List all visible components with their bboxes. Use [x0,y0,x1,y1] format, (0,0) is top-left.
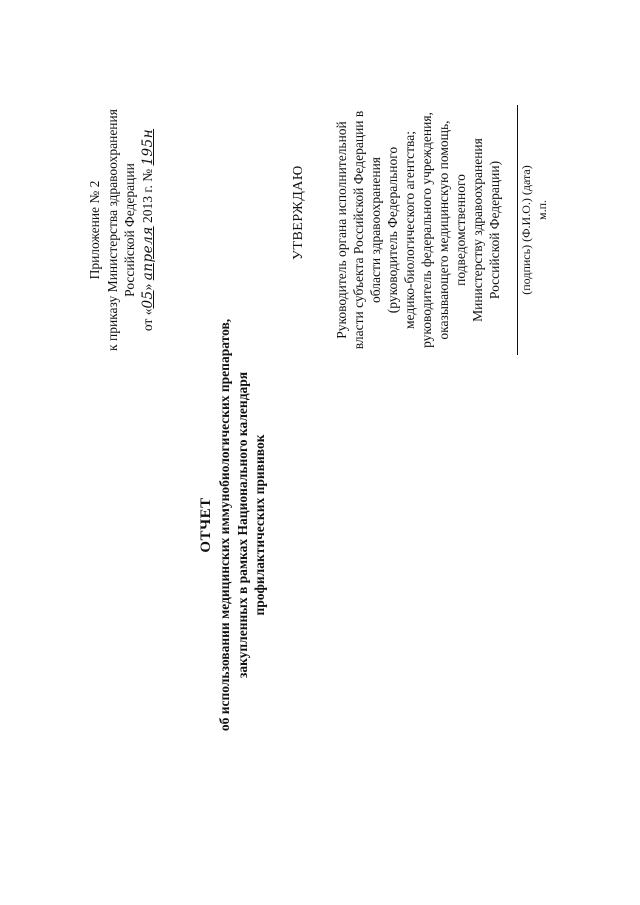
appendix-order-ref: к приказу Министерства здравоохранения [104,109,120,351]
report-title-block [196,245,269,805]
approval-line: (руководитель Федерального [385,146,400,314]
date-year: 2013 г. № [139,168,155,223]
date-prefix: от « [139,308,155,332]
report-subtitle-line-1: об использовании медицинских иммунобиологических препаратов, [217,318,232,732]
stamp-label: м.п. [535,200,549,221]
approval-line: оказывающего медицинскую помощь, [436,120,451,340]
report-subtitle-line-2: закупленных в рамках Национального календаря [234,371,250,679]
approval-line: Российской Федерации) [487,160,502,300]
date-month: апреля [139,226,156,281]
approval-line: подведомственного [453,174,468,286]
approval-line: медико-биологического агентства; [402,131,417,330]
approval-line: власти субъекта Российской Федерации в [351,110,366,350]
approval-line: Министерству здравоохранения [470,138,485,322]
approval-line: области здравоохранения [368,157,383,304]
appendix-ministry: Российской Федерации [122,163,137,297]
date-day: 05 [139,290,156,309]
order-number: 195н [139,128,156,166]
appendix-number: Приложение № 2 [87,180,102,280]
signature-caption: (подпись) (Ф.И.О.) (дата) [519,165,533,295]
report-subtitle-line-3: профилактических прививок [252,434,267,616]
date-mid: » [139,283,155,291]
approval-heading: УТВЕРЖДАЮ [291,165,306,260]
approval-line: Руководитель органа исполнительной [334,121,349,339]
approval-line: руководитель федерального учреждения, [419,112,434,348]
appendix-date-line [139,65,158,395]
appendix-block [86,65,157,395]
approval-block [290,100,550,360]
report-title: ОТЧЕТ [198,497,214,553]
